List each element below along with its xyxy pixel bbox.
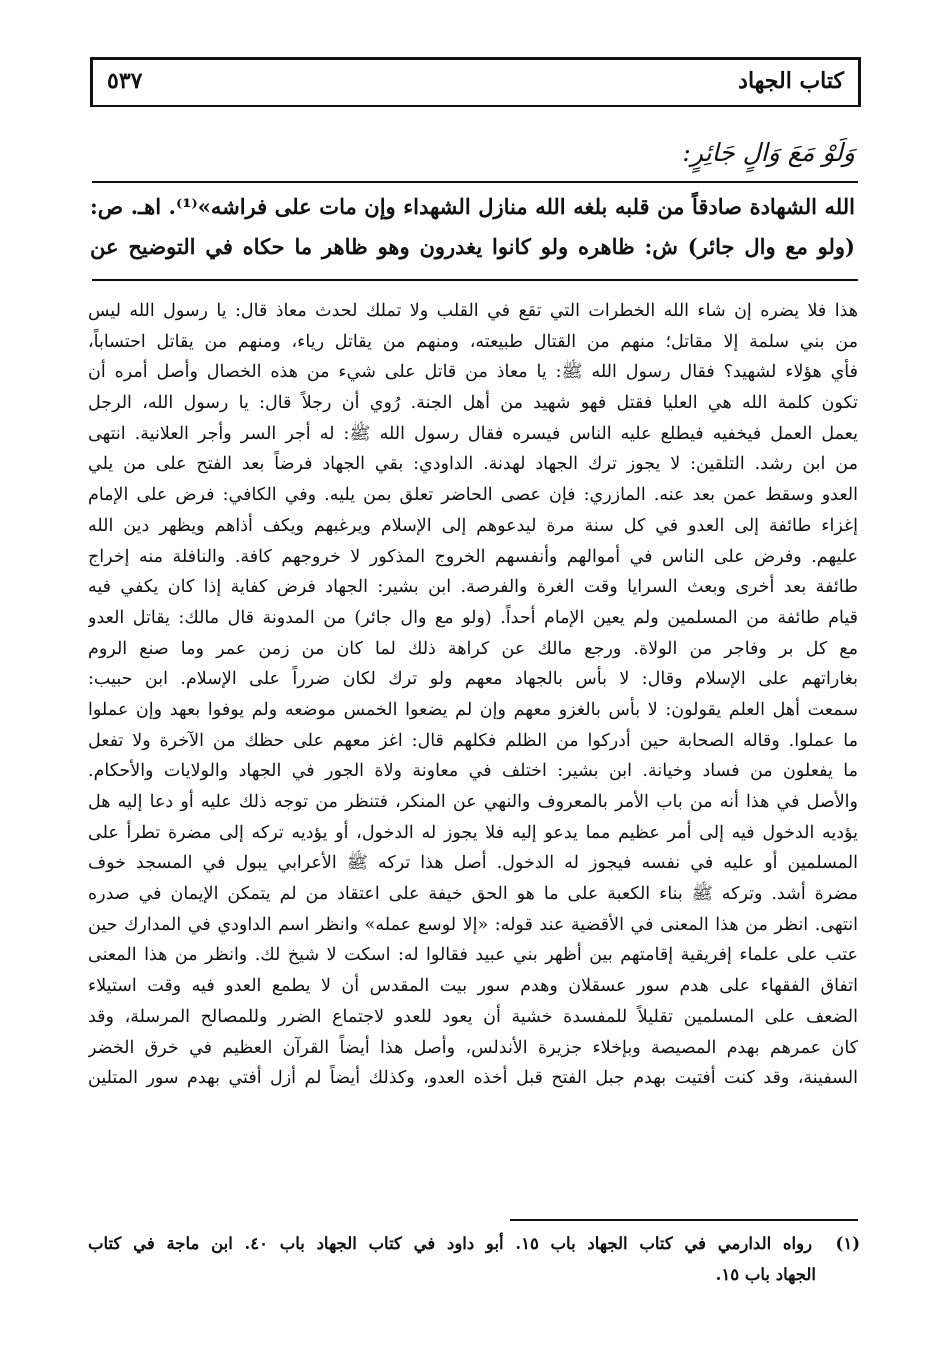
body-line: ما يفعلون من فساد وخيانة. ابن بشير: اختلف في معاونة ولاة الجور في الجهاد والولايات والأحكام. [88,761,858,782]
body-line: من بني سلمة إلا مقاتل؛ منهم من القتال طبيعته، ومنهم من يقاتل رياء، ومنهم من يقاتل احتساباً، [88,331,858,352]
footnote-text: رواه الدارمي في كتاب الجهاد باب ١٥. أبو داود في كتاب الجهاد باب ٤٠. ابن ماجة في كتاب [88,1234,813,1253]
body-line: اتفاق الفقهاء على هدم سور عسقلان وهدم سور بيت المقدس أن لا يطمع العدو فيه وقت استيلاء [88,976,858,997]
body-line: فأي هؤلاء لشهيد؟ فقال رسول الله ﷺ: يا معاذ من قاتل على شيء من هذه الخصال وأصل أمره أن [88,362,858,383]
body-line: يعمل العمل فيخفيه فيطلع عليه الناس فيسره فقال رسول الله ﷺ: له أجر السر وأجر العلانية. انتهى [88,423,858,444]
matn-divider [92,181,858,183]
footnote-divider [510,1219,858,1221]
body-line: مضرة أشد. وتركه ﷺ بناء الكعبة على ما هو الحق خيفة على اعتقاد من لم يتمكن الإيمان في صدره [88,884,858,905]
body-line: إغزاء طائفة إلى العدو في كل سنة مرة ليدعوهم إلى الإسلام ويرغبهم ويكف أذاهم ويظهر دين الله [88,515,858,536]
sharh-line-2: (ولو مع وال جائر) ش: ظاهره ولو كانوا يغدرون وهو ظاهر ما حكاه في التوضيح عن [90,234,855,259]
body-line: بغاراتهم على الإسلام وقال: لا بأس بالجهاد معهم ولو ترك لكان ضرراً على الإسلام. ابن حبيب: [88,669,858,690]
commentary-body [88,296,858,1094]
body-line: الضعف على المسلمين تقليلاً للمفسدة خشية أن يعود للعدو لاجتماع الضرر وللمصالح المرسلة، وقد [88,1006,858,1027]
body-line: انتهى. انظر من هذا المعنى في الأقضية عند قوله: «إلا لوسع عمله» وانظر اسم الداودي في المدارك حين [88,914,858,935]
body-line: والأصل في هذا أنه من باب الأمر بالمعروف والنهي عن المنكر، فتنظر من توجه ذلك عليه أو دعا إليه هل [88,792,858,812]
body-line: قيام طائفة من المسلمين ولم يعين الإمام أحداً. (ولو مع وال جائر) من المدونة قال مالك: يقاتل العدو [88,607,858,628]
footnote-marker: (١) [835,1234,860,1253]
body-line: كان عمرهم بهدم المصيصة وبإخلاء جزيرة الأندلس، وأصل هذا أيضاً القرآن العظيم في خرق الخضر [88,1037,858,1058]
body-line: يؤديه الدخول فيه إلى أمر عظيم مما يدعو إليه فلا يجوز له الدخول، أو يؤديه تركه إلى مضرة تطرأ على [88,822,858,843]
sharh-divider [92,279,858,281]
footnote-line-1 [88,1228,860,1259]
running-header [90,57,861,107]
body-line: سمعت أهل العلم يقولون: لا بأس بالغزو معهم وإن لم يضعوا الخمس موضعه ولم يوفوا بعهد وإن عملوا [88,699,858,720]
body-line: هذا فلا يضره إن شاء الله الخطرات التي تقع في القلب ولا تملك لحدث معاذ قال: يا رسول الله ليس [88,301,858,321]
body-line: مع كل بر وفاجر من الولاة. ورجع مالك عن كراهة ذلك لما كان من زمن عمر وما صنع الروم [88,638,858,659]
book-title: كتاب الجهاد [738,68,844,94]
body-line: طائفة بعد أخرى وبعث السرايا وقت الغرة والفرصة. ابن بشير: الجهاد فرض كفاية إذا كان يكفي فيه [88,577,858,598]
footnote-line-2: الجهاد باب ١٥. [715,1265,816,1284]
footnotes [88,1228,860,1290]
page-number: ٥٣٧ [107,68,143,94]
body-line: من ابن رشد. التلقين: لا يجوز ترك الجهاد لهدنة. الداودي: بقي الجهاد فرضاً بعد الفتح على من يلي [88,454,858,475]
body-line: عليهم. وفرض على الناس في أموالهم وأنفسهم الخروج المذكور لا خروجهم كافة. والنافلة منه إخراج [88,546,858,567]
body-line: السفينة، وقد كنت أفتيت بهدم جبل الفتح قبل أخذه العدو، وكذلك أيضاً لم أزل أفتي بهدم سور المتلين [88,1068,858,1089]
matn-text: وَلَوْ مَعَ وَالٍ جَائِرٍ: [682,138,855,167]
body-line: ما عملوا. وقاله الصحابة حين أدركوا من الظلم فكلهم قال: اغز معهم على حظك من الآخرة ولا تفعل [88,730,858,751]
body-line: تكون كلمة الله هي العليا فقتل فهو شهيد من أهل الجنة. رُوي أن رجلاً قال: يا رسول الله، الرجل [88,393,858,414]
body-line: المسلمين أو عليه في نفسه فيجوز له الدخول. أصل هذا تركه ﷺ الأعرابي يبول في المسجد خوف [88,853,858,874]
body-line: العدو وسقط عمن بعد عنه. المازري: فإن عصى الحاضر تعلق بمن يليه. وفي الكافي: فرض على الإمام [88,485,858,506]
body-line: عتب على علماء إفريقية إقامتهم بين أظهر بني عبيد فقالوا له: اسكت لا شيخ لك. وانظر من هذا المعنى [88,945,858,966]
sharh-line-1: الله الشهادة صادقاً من قلبه بلغه الله منازل الشهداء وإن مات على فراشه»⁽¹⁾. اهـ. ص: [90,194,855,219]
